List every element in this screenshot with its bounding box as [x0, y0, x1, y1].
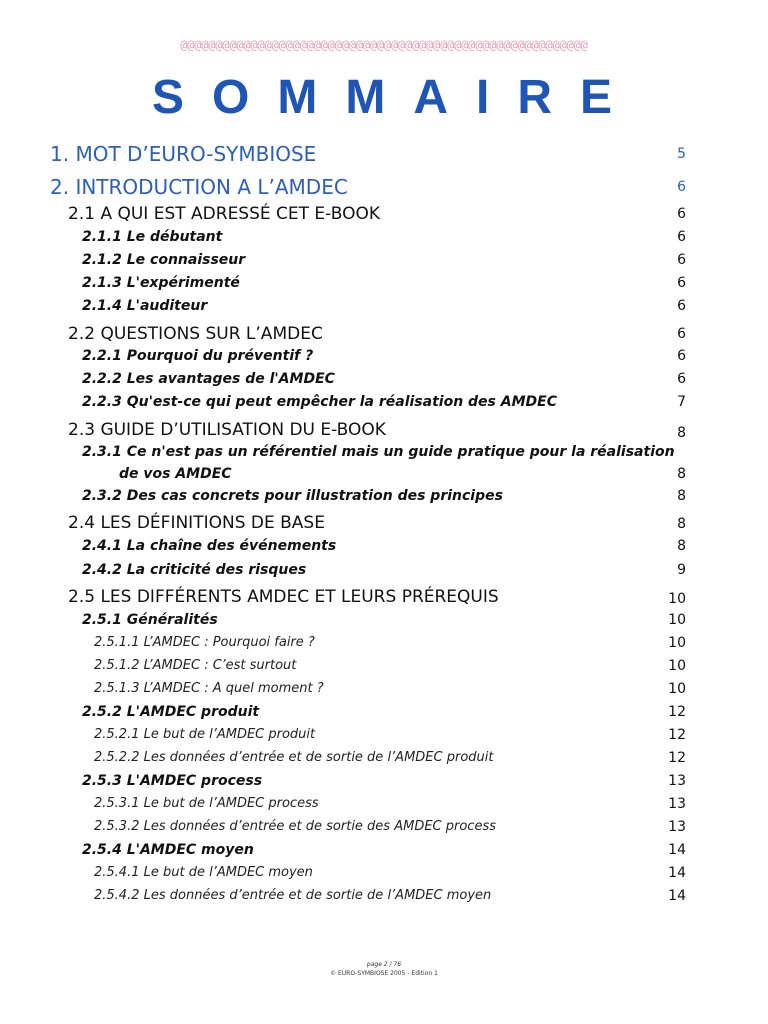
toc-entry-page: 6	[677, 348, 686, 364]
toc-entry-label: 2.5.1 Généralités	[82, 612, 218, 628]
toc-entry-page: 12	[668, 704, 686, 720]
toc-entry-label: 2.1.4 L'auditeur	[82, 298, 208, 314]
toc-entry[interactable]	[82, 839, 686, 861]
toc-entry-page: 9	[677, 562, 686, 578]
toc-entry-page: 12	[668, 727, 686, 743]
toc-entry-label: 2.5.2.2 Les données d’entrée et de sortie de l’AMDEC produit	[94, 750, 494, 765]
toc-entry-label: 2.5.3.2 Les données d’entrée et de sortie des AMDEC process	[94, 819, 496, 834]
toc-entry-page: 7	[677, 394, 686, 410]
toc-entry-page: 10	[668, 591, 686, 607]
toc-entry-page: 8	[677, 538, 686, 554]
toc-entry-label: 2.1.2 Le connaisseur	[82, 252, 246, 268]
toc-entry[interactable]	[82, 345, 686, 367]
toc-entry[interactable]	[82, 226, 686, 248]
toc-entry-label: 2. INTRODUCTION A L’AMDEC	[50, 175, 348, 199]
toc-entry-label: 2.3.2 Des cas concrets pour illustration des principes	[82, 488, 503, 504]
toc-entry-label: 2.2 QUESTIONS SUR L’AMDEC	[68, 324, 323, 344]
toc-entry-page: 14	[668, 888, 686, 904]
toc-entry-page: 6	[677, 275, 686, 291]
copyright-notice: © EURO-SYMBIOSE 2005 - Edition 1	[330, 970, 438, 977]
toc-entry[interactable]	[50, 173, 686, 201]
toc-entry-page: 13	[668, 773, 686, 789]
toc-entry[interactable]	[68, 202, 686, 226]
toc-entry-label: 1. MOT D’EURO-SYMBIOSE	[50, 142, 317, 166]
toc-entry-page: 8	[677, 466, 686, 482]
toc-entry-label: 2.5.4.1 Le but de l’AMDEC moyen	[94, 865, 313, 880]
toc-entry-label: 2.4 LES DÉFINITIONS DE BASE	[68, 513, 325, 533]
toc-entry-label: 2.2.3 Qu'est-ce qui peut empêcher la réalisation des AMDEC	[82, 394, 557, 410]
toc-entry-label: 2.4.1 La chaîne des événements	[82, 538, 337, 554]
toc-entry-page: 13	[668, 819, 686, 835]
toc-entry[interactable]	[82, 295, 686, 317]
toc-entry[interactable]	[68, 585, 686, 609]
decorative-ornament-border: @@@@@@@@@@@@@@@@@@@@@@@@@@@@@@@@@@@@@@@@@@@@@@@@@@@@@@@@@@	[180, 38, 588, 52]
toc-entry-page: 6	[677, 371, 686, 387]
toc-entry[interactable]	[94, 747, 686, 769]
toc-entry-label: 2.2.2 Les avantages de l'AMDEC	[82, 371, 335, 387]
toc-entry[interactable]	[94, 885, 686, 907]
toc-entry[interactable]	[94, 655, 686, 677]
toc-entry-label: 2.3 GUIDE D’UTILISATION DU E-BOOK	[68, 420, 386, 440]
toc-entry-label: 2.5.1.1 L’AMDEC : Pourquoi faire ?	[94, 635, 315, 650]
toc-entry-label: 2.5.1.3 L’AMDEC : A quel moment ?	[94, 681, 324, 696]
toc-entry[interactable]	[82, 770, 686, 792]
toc-entry[interactable]	[68, 511, 686, 535]
toc-entry[interactable]	[82, 609, 686, 631]
toc-entry-page: 8	[677, 516, 686, 532]
toc-entry[interactable]	[82, 249, 686, 271]
toc-entry-page: 6	[677, 298, 686, 314]
toc-entry[interactable]	[82, 485, 686, 507]
toc-entry-label: 2.5.3.1 Le but de l’AMDEC process	[94, 796, 319, 811]
toc-entry-label: 2.1.1 Le débutant	[82, 229, 223, 245]
page-footer	[0, 960, 768, 978]
toc-entry[interactable]	[82, 391, 686, 413]
toc-entry-page: 6	[677, 179, 686, 195]
toc-entry[interactable]	[68, 418, 686, 442]
toc-entry[interactable]	[82, 559, 686, 581]
toc-entry[interactable]	[50, 140, 686, 168]
toc-entry-page: 14	[668, 865, 686, 881]
toc-entry-label: 2.5.1.2 L’AMDEC : C’est surtout	[94, 658, 297, 673]
toc-entry-page: 10	[668, 658, 686, 674]
toc-entry-label: 2.5.4.2 Les données d’entrée et de sortie de l’AMDEC moyen	[94, 888, 492, 903]
toc-entry-page: 10	[668, 681, 686, 697]
toc-entry-page: 6	[677, 206, 686, 222]
toc-entry-label	[82, 441, 686, 485]
page-title: SOMMAIRE	[152, 71, 640, 124]
toc-entry-page: 10	[668, 612, 686, 628]
toc-entry[interactable]	[82, 272, 686, 294]
toc-entry-label: 2.5.2.1 Le but de l’AMDEC produit	[94, 727, 316, 742]
toc-entry-label: 2.1 A QUI EST ADRESSÉ CET E-BOOK	[68, 204, 380, 224]
toc-entry-page: 13	[668, 796, 686, 812]
toc-entry[interactable]	[94, 816, 686, 838]
toc-entry[interactable]	[82, 701, 686, 723]
toc-entry-page: 6	[677, 229, 686, 245]
toc-entry-label: 2.5.4 L'AMDEC moyen	[82, 842, 254, 858]
toc-entry-label: 2.2.1 Pourquoi du préventif ?	[82, 348, 314, 364]
toc-entry-page: 8	[677, 488, 686, 504]
toc-entry-label-line1: 2.3.1 Ce n'est pas un référentiel mais un guide pratique pour la réalisation	[82, 444, 675, 460]
toc-entry-page: 12	[668, 750, 686, 766]
toc-entry-label: 2.4.2 La criticité des risques	[82, 562, 307, 578]
toc-entry[interactable]	[94, 678, 686, 700]
toc-entry[interactable]	[94, 632, 686, 654]
toc-entry[interactable]	[82, 535, 686, 557]
page-number: page 2 / 76	[366, 961, 402, 968]
toc-entry[interactable]	[82, 441, 686, 485]
toc-entry-page: 6	[677, 252, 686, 268]
toc-entry-label: 2.5.3 L'AMDEC process	[82, 773, 263, 789]
toc-entry[interactable]	[94, 862, 686, 884]
toc-entry-page: 8	[677, 425, 686, 441]
toc-entry[interactable]	[94, 724, 686, 746]
toc-entry-label: 2.5.2 L'AMDEC produit	[82, 704, 260, 720]
toc-entry[interactable]	[94, 793, 686, 815]
toc-entry-page: 5	[677, 146, 686, 162]
toc-entry-page: 6	[677, 326, 686, 342]
toc-entry-page: 14	[668, 842, 686, 858]
toc-entry-label-line2: de vos AMDEC	[119, 466, 232, 482]
toc-entry-label: 2.1.3 L'expérimenté	[82, 275, 240, 291]
toc-entry-label: 2.5 LES DIFFÉRENTS AMDEC ET LEURS PRÉREQUIS	[68, 587, 499, 607]
toc-entry[interactable]	[68, 322, 686, 346]
toc-entry-page: 10	[668, 635, 686, 651]
toc-entry[interactable]	[82, 368, 686, 390]
